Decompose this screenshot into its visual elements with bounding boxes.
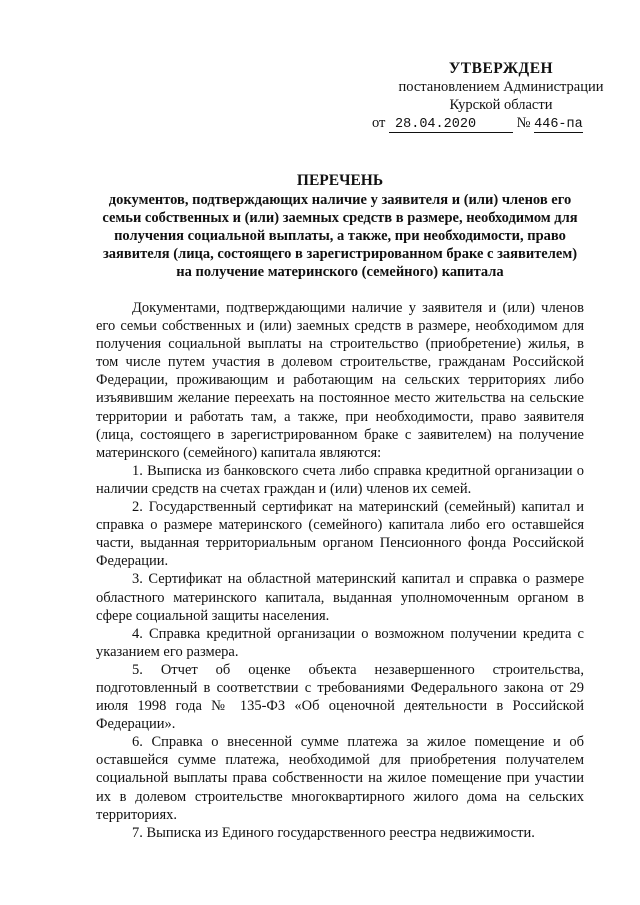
document-title-block [96,172,584,281]
document-subtitle: документов, подтверждающих наличие у заявителя и (или) членов его семьи собственных и (или) заемных средств в размере, необходимом для получения социальной выплаты, а также, при необходимости, право заявителя (лица, состоящего в зарегистрированном браке с заявителем) на получение материнского (семейного) капитала [102,192,578,280]
intro-paragraph: Документами, подтверждающими наличие у заявителя и (или) членов его семьи собственных и (или) заемных средств в размере, необходимом для получения социальной выплаты на строительство (приобретение) жилья, в том числе путем участия в долевом строительстве, гражданам Российской Федерации, проживающим и работающим на сельских территориях либо изъявившим желание переехать на постоянное место жительства на сельские территории и работать там, а также, при необходимости, право заявителя (лица, состоящего в зарегистрированном браке с заявителем) на получение материнского (семейного) капитала являются: [96,300,584,461]
list-item-1: 1. Выписка из банковского счета либо справка кредитной организации о наличии средств на счетах граждан и (или) членов их семей. [96,462,584,497]
list-item-3: 3. Сертификат на областной материнский капитал и справка о размере областного материнского капитала, выданная уполномоченным органом в сфере социальной защиты населения. [96,571,584,624]
document-body [96,299,584,842]
list-item-5: 5. Отчет об оценке объекта незавершенного строительства, подготовленный в соответствии с требованиями Федерального закона от 29 июля 1998 года № 135-ФЗ «Об оценочной деятельности в Российской Федерации». [96,661,584,733]
approval-stamp [370,60,632,133]
approval-line-1: постановлением Администрации [398,79,604,95]
date-prefix: от [372,115,386,131]
approval-heading: УТВЕРЖДЕН [448,60,554,77]
approval-dateline [370,114,632,133]
list-item-6: 6. Справка о внесенной сумме платежа за жилое помещение и об оставшейся сумме платежа, необходимой для приобретения получателем социальной выплаты права собственности на жилое помещение при участии их в долевом строительстве многоквартирного жилого дома на сельских территориях. [96,734,584,823]
approval-number: 446-па [534,117,583,132]
document-title: ПЕРЕЧЕНЬ [296,172,384,189]
list-item-2: 2. Государственный сертификат на материнский (семейный) капитал и справка о размере материнского (семейного) капитала либо его оставшейся части, выданная территориальным органом Пенсионного фонда Российской Федерации. [96,499,584,570]
number-prefix: № [516,115,531,131]
approval-line-2: Курской области [449,97,553,113]
list-item-7: 7. Выписка из Единого государственного реестра недвижимости. [132,824,535,841]
list-item-4: 4. Справка кредитной организации о возможном получении кредита с указанием его размера. [96,625,584,660]
approval-date: 28.04.2020 [389,117,513,133]
